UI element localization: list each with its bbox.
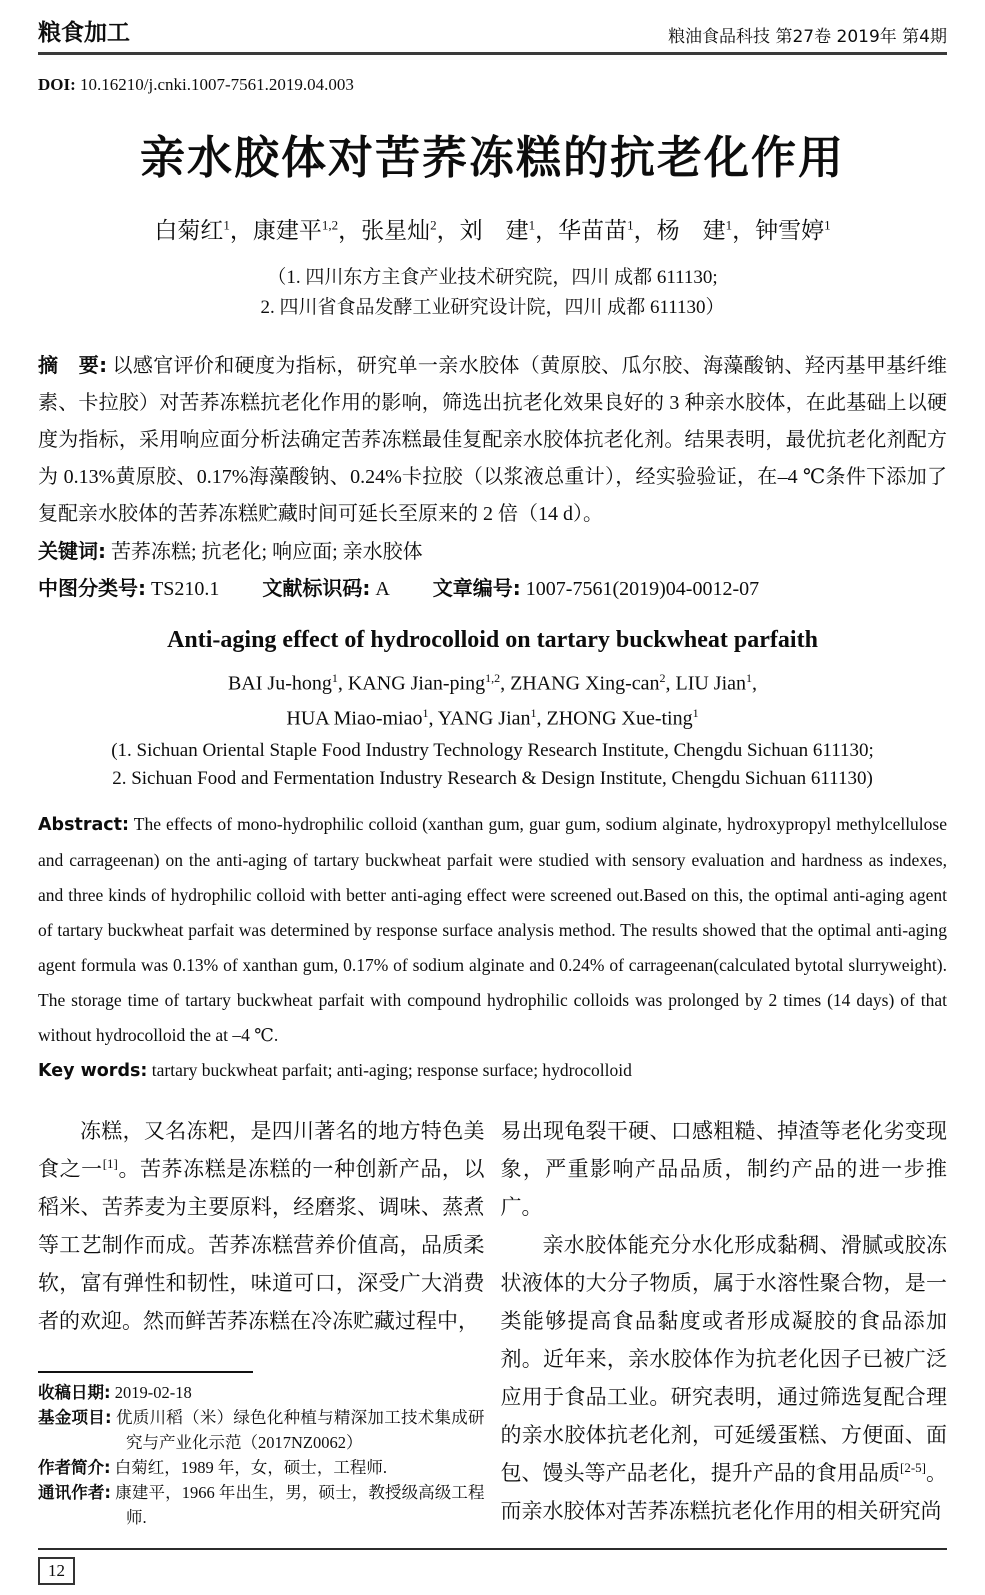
author-separator: , bbox=[665, 672, 676, 695]
article-title-cn: 亲水胶体对苦荞冻糕的抗老化作用 bbox=[139, 133, 845, 183]
author-separator: ， bbox=[732, 218, 756, 243]
right-column bbox=[501, 1112, 948, 1530]
section-name: 粮食加工 bbox=[38, 20, 130, 46]
author-affil-sup: 1 bbox=[331, 671, 338, 685]
footnote-text: 优质川稻（米）绿色化种植与精深加工技术集成研究与产业化示范（2017NZ0062） bbox=[116, 1408, 485, 1453]
author-cn bbox=[657, 218, 756, 243]
author-name: 杨 建 bbox=[656, 218, 726, 243]
abstract-label-cn: 摘 要: bbox=[38, 353, 108, 377]
author-separator: , bbox=[500, 672, 511, 695]
author-name: KANG Jian-ping bbox=[347, 672, 486, 695]
paragraph-text: 冻糕，又名冻粑，是四川著名的地方特色美食之一 bbox=[38, 1119, 485, 1182]
abstract-label-en: Abstract: bbox=[38, 815, 130, 836]
running-head bbox=[38, 14, 947, 55]
article-id-value: 1007-7561(2019)04-0012-07 bbox=[525, 578, 760, 600]
author-cn bbox=[154, 218, 253, 243]
footnote-text: 白菊红，1989 年，女，硕士，工程师. bbox=[114, 1458, 387, 1478]
doi-label: DOI: bbox=[38, 75, 76, 94]
article-id bbox=[433, 578, 759, 600]
document-code-label: 文献标识码: bbox=[262, 576, 371, 600]
authors-en-line1 bbox=[38, 664, 947, 699]
hydrocolloid-paragraph bbox=[501, 1226, 948, 1530]
affiliation-line: (1. Sichuan Oriental Staple Food Industry Technology Research Institute, Chengdu Sichuan 611130; bbox=[111, 740, 874, 762]
page-number: 12 bbox=[38, 1557, 75, 1585]
author-affil-sup: 1 bbox=[422, 705, 429, 720]
received-date bbox=[38, 1380, 485, 1405]
document-code-value: A bbox=[375, 578, 390, 600]
document-code bbox=[262, 578, 389, 600]
classification-line bbox=[38, 570, 947, 607]
author-name: LIU Jian bbox=[675, 672, 747, 695]
author-name: ZHONG Xue-ting bbox=[546, 707, 693, 730]
footnote-text: 康建平，1966 年出生，男，硕士，教授级高级工程师. bbox=[115, 1483, 485, 1528]
author-cn bbox=[361, 218, 460, 243]
doi-value: 10.16210/j.cnki.1007-7561.2019.04.003 bbox=[80, 75, 354, 94]
body-columns bbox=[38, 1112, 947, 1530]
abstract-en bbox=[38, 807, 947, 1053]
author-affil-sup: 2 bbox=[659, 671, 666, 685]
clc-label: 中图分类号: bbox=[38, 576, 146, 600]
author-affil-sup: 1 bbox=[725, 217, 733, 233]
journal-volume-info: 粮油食品科技 第27卷 2019年 第4期 bbox=[668, 27, 947, 47]
author-separator: ， bbox=[229, 218, 253, 243]
affiliation-line: 2. Sichuan Food and Fermentation Industry Research & Design Institute, Chengdu Sichuan 611130) bbox=[112, 768, 873, 790]
author-name: 华苗苗 bbox=[558, 218, 628, 243]
footnote-label: 收稿日期: bbox=[38, 1383, 111, 1403]
author-separator: ， bbox=[535, 218, 559, 243]
clc-value: TS210.1 bbox=[151, 578, 220, 600]
footnote-text: 2019-02-18 bbox=[114, 1383, 192, 1403]
doi-line bbox=[38, 75, 947, 95]
author-name: ZHANG Xing-can bbox=[510, 672, 660, 695]
affiliation-line: 2. 四川省食品发酵工业研究设计院，四川 成都 611130） bbox=[260, 297, 725, 318]
author-affil-sup: 1 bbox=[530, 705, 537, 720]
citation-ref: [2-5] bbox=[899, 1460, 926, 1476]
author-name: BAI Ju-hong bbox=[227, 672, 332, 695]
author-separator: ， bbox=[338, 218, 362, 243]
author-name: YANG Jian bbox=[437, 707, 531, 730]
footnote-label: 作者简介: bbox=[38, 1458, 111, 1478]
author-affil-sup: 1 bbox=[692, 705, 699, 720]
author-name: 张星灿 bbox=[361, 218, 431, 243]
author-affil-sup: 1 bbox=[528, 217, 536, 233]
abstract-text-cn: 以感官评价和硬度为指标，研究单一亲水胶体（黄原胶、瓜尔胶、海藻酸钠、羟丙基甲基纤维素、卡拉胶）对苦荞冻糕抗老化作用的影响，筛选出抗老化效果良好的 3 种亲水胶体，在此基础上以硬度为指标，采用响应面分析法确定苦荞冻糕最佳复配亲水胶体抗老化剂。结果表明，最优抗老化剂配方为 0.13%黄原胶、0.17%海藻酸钠、0.24%卡拉胶（以浆液总重计），经实验验证，在–4 ℃条件下添加了复配亲水胶体的苦荞冻糕贮藏时间可延长至原来的 2 倍（14 d）。 bbox=[38, 355, 948, 525]
keywords-label-en: Key words: bbox=[38, 1061, 148, 1082]
intro-paragraph bbox=[38, 1112, 485, 1340]
footnote-label: 通讯作者: bbox=[38, 1483, 112, 1503]
abstract-text-en: The effects of mono-hydrophilic colloid (xanthan gum, guar gum, sodium alginate, hydroxypropyl methylcellulose and carrageenan) on the anti-aging of tartary buckwheat parfait were studied with sensory evaluation and hardness as indexes, and three kinds of hydrophilic colloid with better anti-aging effect were screened out.Based on this, the optimal anti-aging agent of tartary buckwheat parfait was determined by response surface analysis method. The results showed that the optimal anti-aging agent formula was 0.13% of xanthan gum, 0.17% of sodium alginate and 0.24% of carrageenan(calculated bytotal slurryweight). The storage time of tartary buckwheat parfait with compound hydrophilic colloids was prolonged by 2 times (14 days) of that without hydrocolloid the at –4 ℃. bbox=[38, 814, 947, 1046]
author-cn bbox=[253, 218, 361, 243]
affiliations-cn bbox=[38, 263, 947, 323]
footnote-label: 基金项目: bbox=[38, 1408, 112, 1428]
authors-cn bbox=[38, 212, 947, 245]
affiliation-line: （1. 四川东方主食产业技术研究院，四川 成都 611130; bbox=[267, 267, 718, 288]
clc-number bbox=[38, 578, 219, 600]
author-affil-sup: 1 bbox=[627, 217, 634, 233]
author-affil-sup: 1 bbox=[824, 217, 831, 233]
keywords-text-en: tartary buckwheat parfait; anti-aging; response surface; hydrocolloid bbox=[151, 1060, 632, 1081]
author-separator: ， bbox=[633, 218, 657, 243]
author-bio bbox=[38, 1455, 485, 1480]
author-name: HUA Miao-miao bbox=[286, 707, 423, 730]
article-title-en: Anti-aging effect of hydrocolloid on tartary buckwheat parfaith bbox=[167, 627, 818, 653]
author-cn bbox=[460, 218, 559, 243]
page-footer bbox=[38, 1548, 947, 1585]
author-name: 刘 建 bbox=[459, 218, 529, 243]
citation-ref: [1] bbox=[102, 1156, 118, 1172]
author-separator: ， bbox=[436, 218, 460, 243]
article-id-label: 文章编号: bbox=[432, 576, 521, 600]
author-separator: , bbox=[536, 707, 547, 730]
authors-en-line2 bbox=[38, 699, 947, 734]
author-name: 白菊红 bbox=[154, 218, 224, 243]
footnote-block bbox=[38, 1371, 485, 1530]
corresponding-author bbox=[38, 1480, 485, 1530]
author-separator: , bbox=[428, 707, 438, 730]
author-affil-sup: 1 bbox=[223, 217, 230, 233]
author-separator: , bbox=[337, 672, 348, 695]
left-column bbox=[38, 1112, 485, 1530]
abstract-cn bbox=[38, 347, 947, 533]
author-name: 康建平 bbox=[252, 218, 322, 243]
continuation-paragraph: 易出现龟裂干硬、口感粗糙、掉渣等老化劣变现象，严重影响产品品质，制约产品的进一步推广。 bbox=[500, 1119, 947, 1220]
keywords-en bbox=[38, 1053, 947, 1088]
author-name: 钟雪婷 bbox=[755, 218, 825, 243]
footnote-rule bbox=[38, 1371, 253, 1373]
keywords-text-cn: 苦荞冻糕; 抗老化; 响应面; 亲水胶体 bbox=[111, 541, 423, 563]
author-affil-sup: 1,2 bbox=[485, 671, 501, 685]
fund-project bbox=[38, 1405, 485, 1455]
affiliations-en bbox=[38, 737, 947, 793]
keywords-label-cn: 关键词: bbox=[38, 539, 106, 563]
author-cn bbox=[558, 218, 657, 243]
author-affil-sup: 1,2 bbox=[321, 217, 339, 233]
paragraph-text: 。而亲水胶体对苦荞冻糕抗老化作用的相关研究尚 bbox=[500, 1461, 948, 1524]
keywords-cn bbox=[38, 533, 947, 570]
author-affil-sup: 1 bbox=[746, 671, 753, 685]
author-separator: , bbox=[752, 672, 758, 695]
authors-en bbox=[38, 664, 947, 733]
author-affil-sup: 2 bbox=[430, 217, 437, 233]
paragraph-text: 。苦荞冻糕是冻糕的一种创新产品，以稻米、苦荞麦为主要原料，经磨浆、调味、蒸煮等工艺制作而成。苦荞冻糕营养价值高，品质柔软，富有弹性和韧性，味道可口，深受广大消费者的欢迎。然而鲜苦荞冻糕在冷冻贮藏过程中， bbox=[38, 1157, 485, 1334]
author-cn bbox=[755, 218, 831, 243]
paragraph-text: 亲水胶体能充分水化形成黏稠、滑腻或胶冻状液体的大分子物质，属于水溶性聚合物，是一类能够提高食品黏度或者形成凝胶的食品添加剂。近年来，亲水胶体作为抗老化因子已被广泛应用于食品工业。研究表明，通过筛选复配合理的亲水胶体抗老化剂，可延缓蛋糕、方便面、面包、馒头等产品老化，提升产品的食用品质 bbox=[500, 1233, 947, 1486]
